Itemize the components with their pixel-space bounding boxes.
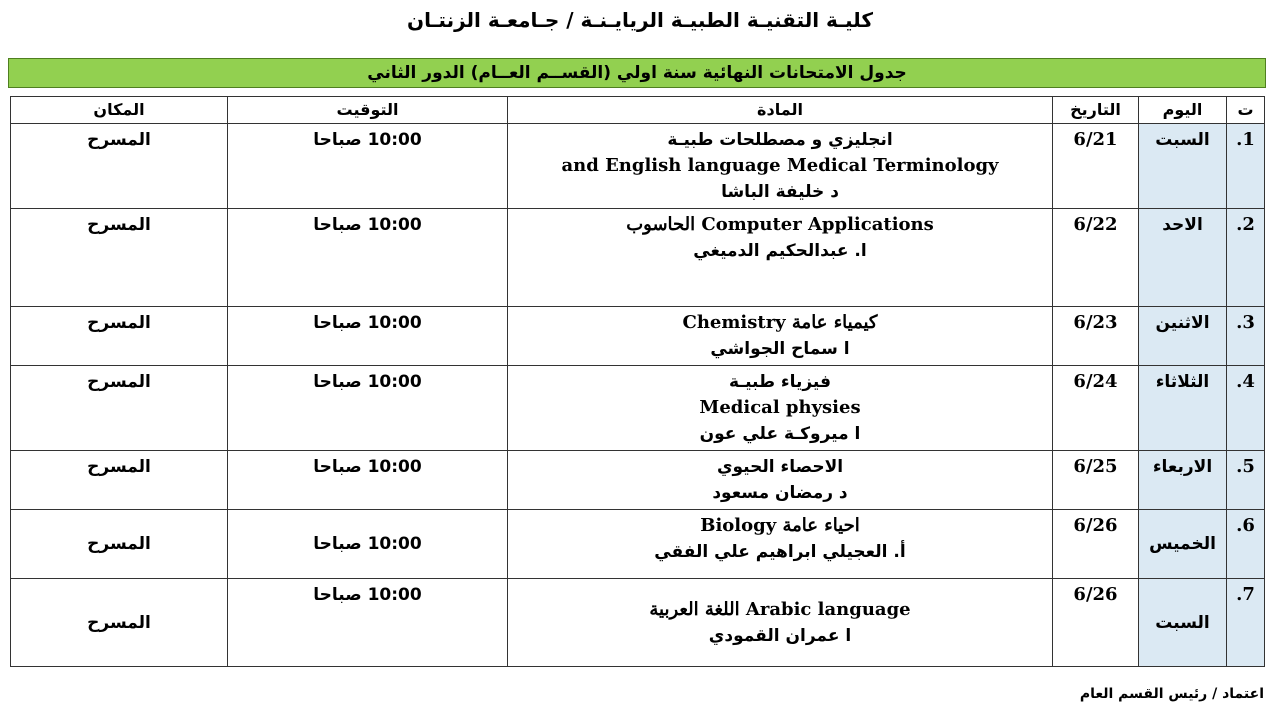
approval-signature-line: اعتماد / رئيس القسم العام [1079,686,1264,702]
row-subject [508,209,1053,307]
instructor-name: ا ميروكـة علي عون [699,424,861,444]
instructor-name: د خليفة الباشا [721,182,839,202]
row-subject [508,124,1053,209]
table-row [11,124,1265,209]
page-title: كليـة التقنيـة الطبيـة الريايـنـة / جـامعـة الزنتـان [407,8,873,32]
row-place: المسرح [11,209,228,307]
row-place: المسرح [11,510,228,579]
row-subject [508,579,1053,667]
row-time: 10:00 صباحا [228,124,508,209]
row-number: 4. [1227,366,1265,451]
row-date: 6/21 [1053,124,1139,209]
row-date: 6/24 [1053,366,1139,451]
column-header-num: ت [1227,97,1265,124]
instructor-name: ا عمران القمودي [708,625,852,646]
subject-name: الاحصاء الحيوي [716,457,844,477]
row-date: 6/26 [1053,510,1139,579]
subject-name: احياء عامة Biology [700,515,860,536]
row-subject [508,451,1053,510]
table-row [11,366,1265,451]
row-number: 5. [1227,451,1265,510]
row-day: الخميس [1139,510,1227,579]
exam-schedule-table [10,96,1265,667]
row-number: 3. [1227,307,1265,366]
subject-name: Medical physies [699,397,861,418]
row-day: الثلاثاء [1139,366,1227,451]
row-number: 7. [1227,579,1265,667]
row-time: 10:00 صباحا [228,579,508,667]
column-header-subject: المادة [508,97,1053,124]
row-subject [508,366,1053,451]
table-row [11,307,1265,366]
subject-name: انجليزي و مصطلحات طبيـة [667,130,893,150]
row-place: المسرح [11,124,228,209]
row-time: 10:00 صباحا [228,451,508,510]
row-day: الاحد [1139,209,1227,307]
row-day: الاربعاء [1139,451,1227,510]
row-place: المسرح [11,307,228,366]
subject-name: فيزياء طبيـة [728,372,832,392]
row-date: 6/22 [1053,209,1139,307]
row-day: السبت [1139,579,1227,667]
row-place: المسرح [11,451,228,510]
column-header-time: التوقيت [228,97,508,124]
row-number: 6. [1227,510,1265,579]
row-place: المسرح [11,366,228,451]
row-date: 6/26 [1053,579,1139,667]
instructor-name: ا. عبدالحكيم الدميغي [693,241,867,261]
instructor-name: أ. العجيلي ابراهيم علي الفقي [654,542,906,562]
row-date: 6/25 [1053,451,1139,510]
subject-name: كيمياء عامة Chemistry [682,312,878,333]
row-subject [508,307,1053,366]
row-date: 6/23 [1053,307,1139,366]
row-time: 10:00 صباحا [228,510,508,579]
subject-name: Computer Applications الحاسوب [626,214,934,235]
column-header-day: اليوم [1139,97,1227,124]
row-subject [508,510,1053,579]
subject-name: and English language Medical Terminology [561,155,999,176]
row-day: السبت [1139,124,1227,209]
row-number: 1. [1227,124,1265,209]
table-row [11,510,1265,579]
row-time: 10:00 صباحا [228,366,508,451]
subject-name: Arabic language اللغة العربية [649,598,911,620]
row-day: الاثنين [1139,307,1227,366]
row-place: المسرح [11,579,228,667]
row-number: 2. [1227,209,1265,307]
table-row [11,209,1265,307]
column-header-place: المكان [11,97,228,124]
table-row [11,579,1265,667]
table-header-row [11,97,1265,124]
schedule-subtitle: جدول الامتحانات النهائية سنة اولي (القســم العــام) الدور الثاني [8,58,1266,88]
row-time: 10:00 صباحا [228,209,508,307]
instructor-name: ا سماح الجواشي [710,339,850,359]
column-header-date: التاريخ [1053,97,1139,124]
instructor-name: د رمضان مسعود [712,483,848,503]
row-time: 10:00 صباحا [228,307,508,366]
table-row [11,451,1265,510]
